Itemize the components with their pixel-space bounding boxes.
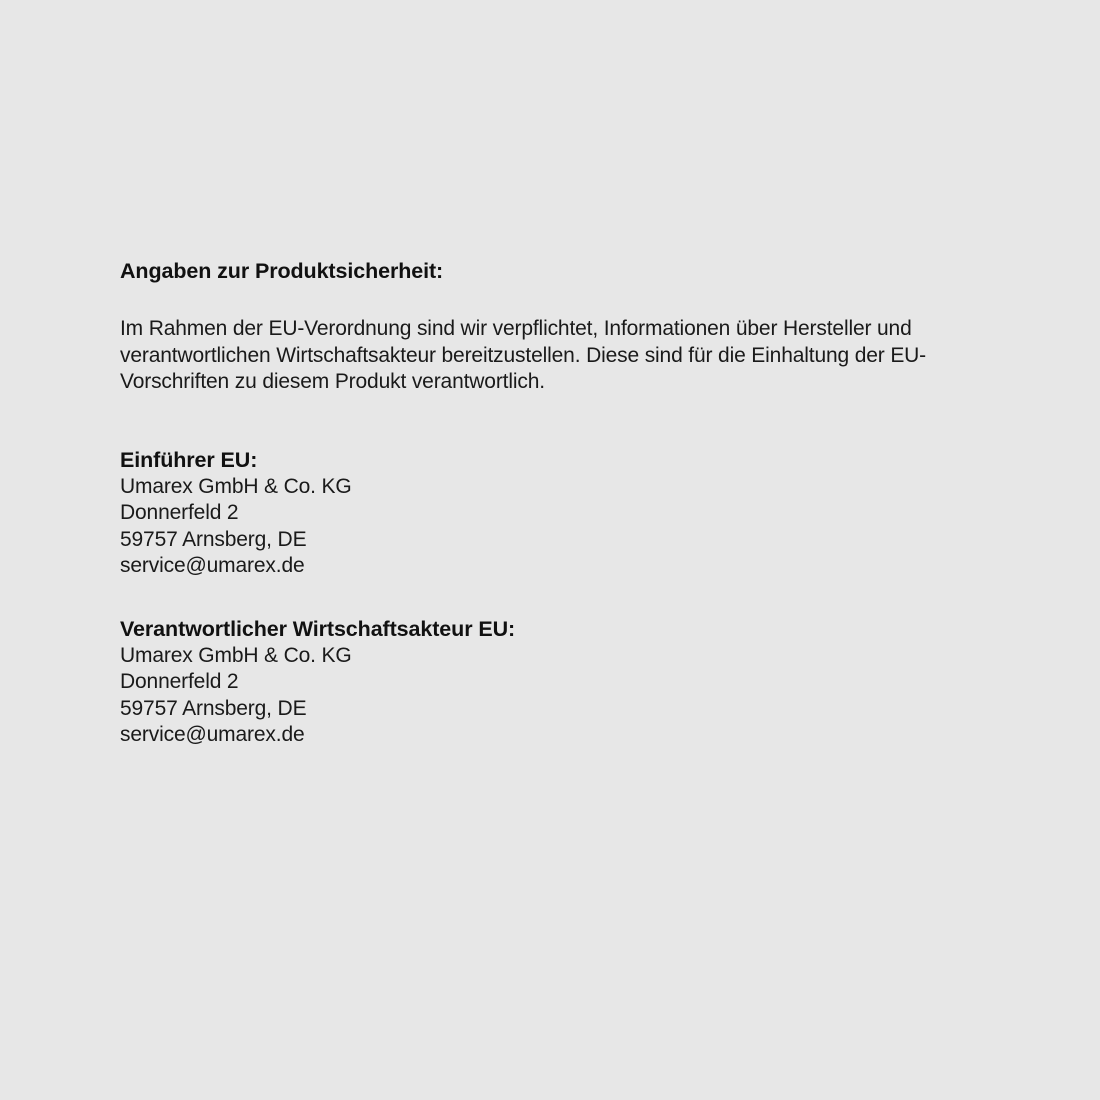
importer-city: 59757 Arnsberg, DE	[120, 527, 307, 551]
responsible-operator-block-title: Verantwortlicher Wirtschaftsakteur EU:	[120, 616, 516, 641]
responsible-operator-block	[120, 616, 990, 749]
responsible-operator-street: Donnerfeld 2	[120, 670, 239, 693]
importer-block	[120, 447, 990, 580]
importer-block-title: Einführer EU:	[120, 447, 258, 472]
importer-street: Donnerfeld 2	[120, 501, 239, 524]
page-title: Angaben zur Produktsicherheit:	[120, 259, 444, 283]
importer-company-name: Umarex GmbH & Co. KG	[120, 474, 352, 498]
responsible-operator-city: 59757 Arnsberg, DE	[120, 696, 307, 720]
intro-paragraph: Im Rahmen der EU-Verordnung sind wir verpflichtet, Informationen über Hersteller und verantwortlichen Wirtschaftsakteur bereitzustellen. Diese sind für die Einhaltung der EU-Vorschriften zu diesem Produkt verantwortlich.	[120, 317, 927, 393]
importer-email: service@umarex.de	[120, 554, 305, 577]
responsible-operator-email: service@umarex.de	[120, 723, 305, 746]
document-content	[120, 256, 990, 749]
responsible-operator-company-name: Umarex GmbH & Co. KG	[120, 643, 352, 667]
